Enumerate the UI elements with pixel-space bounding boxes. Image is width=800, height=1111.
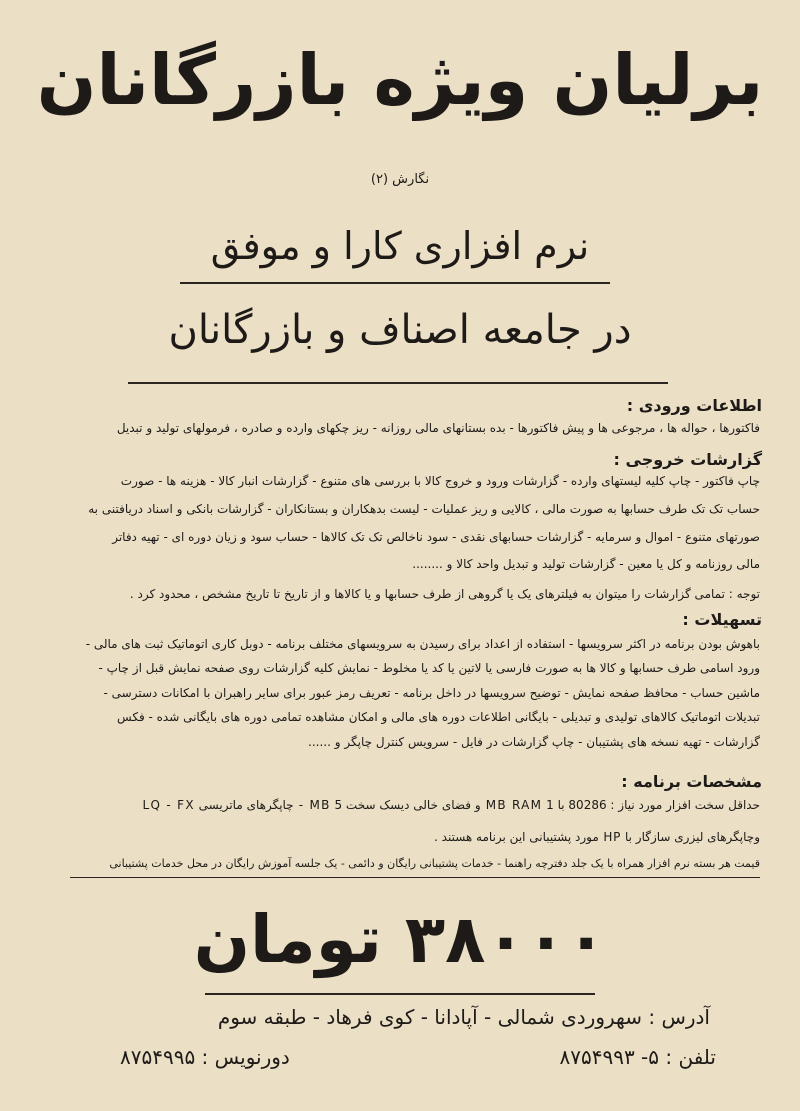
headline: برلیان ویژه بازرگانان [36, 39, 764, 121]
address: آدرس : سهروردی شمالی - آپادانا - کوی فرهاد - طبقه سوم [217, 1005, 710, 1029]
price-note: قیمت هر بسته نرم افزار همراه با یک جلد دفترچه راهنما - خدمات پشتیبانی رایگان و دائمی - یک جلسه آموزش رایگان در محل خدمات پشتیبانی [109, 857, 760, 870]
facilities-heading: تسهیلات : [682, 610, 762, 629]
facilities-text-line: گزارشات - تهیه نسخه های پشتیبان - چاپ گزارشات در فایل - سرویس کنترل چاپگر و ...... [308, 735, 760, 749]
output-note: توجه : تمامی گزارشات را میتوان به فیلترهای یک یا گروهی از طرف حسابها و یا کالاها و از تاریخ تا تاریخ مشخص ، محدود کرد . [129, 587, 760, 601]
price: ۳۸۰۰۰ تومان [193, 901, 607, 978]
price-underline [205, 993, 595, 995]
output-text-line: حساب تک تک طرف حسابها به صورت مالی ، کالایی و ریز عملیات - لیست بدهکاران و بستانکاران - گزارشات بانکی و اسناد دریافتنی به [88, 502, 760, 516]
output-text-line: صورتهای متنوع - اموال و سرمایه - گزارشات حسابهای نقدی - سود ناخالص تک تک کالاها - حساب سود و زیان دوره ای - تهیه دفاتر [112, 530, 760, 544]
facilities-text-line: باهوش بودن برنامه در اکثر سرویسها - استفاده از اعداد برای رسیدن به سرویسهای مختلف برنامه - دوبل کاری اتوماتیک ثبت های مالی - [85, 637, 760, 651]
title-line-2: در جامعه اصناف و بازرگانان [168, 307, 632, 353]
facilities-text-line: ماشین حساب - محافظ صفحه نمایش - توضیح سرویسها در داخل برنامه - تعریف رمز عبور برای سایر راهبران با امکانات دسترسی - [103, 686, 760, 700]
specs-heading: مشخصات برنامه : [621, 772, 762, 791]
title-underline-2 [128, 382, 668, 384]
facilities-text-line: ورود اسامی طرف حسابها و کالا ها به صورت فارسی یا لاتین یا کد یا مخلوط - نمایش کلیه گزارشات روی صفحه نمایش قبل از چاپ - [98, 661, 760, 675]
title-line-1: نرم افزاری کارا و موفق [210, 224, 590, 268]
output-text-line: چاپ فاکتور - چاپ کلیه لیستهای وارده - گزارشات ورود و خروج کالا با بررسی های متنوع - گزارشات انبار کالا - هزینه ها - صورت [120, 474, 760, 488]
title-underline-1 [180, 282, 610, 284]
input-heading: اطلاعات ورودی : [626, 396, 762, 415]
phone-number: تلفن : ۵- ۸۷۵۴۹۹۳ [559, 1045, 716, 1069]
output-text-line: مالی روزنامه و کل یا معین - گزارشات تولید و تبدیل واحد کالا و ........ [412, 557, 760, 571]
facilities-text-line: تبدیلات اتوماتیک کالاهای تولیدی و تبدیلی - بایگانی اطلاعات دوره های مالی و امکان مشاهده تمامی دوره های بایگانی شده - فکس [117, 710, 760, 724]
price-note-underline [70, 877, 760, 878]
fax-number: دورنویس : ۸۷۵۴۹۹۵ [120, 1045, 290, 1069]
output-heading: گزارشات خروجی : [613, 450, 762, 469]
specs-text-line: حداقل سخت افزار مورد نیاز : 80286 با 1 MB RAM و فضای خالی دیسک سخت 5 MB - چاپگرهای ماتریسی LQ - FX [142, 798, 760, 812]
specs-text-line: وچاپگرهای لیزری سازگار با HP مورد پشتیبانی این برنامه هستند . [434, 830, 760, 844]
input-text: فاکتورها ، حواله ها ، مرجوعی ها و پیش فاکتورها - بده بستانهای مالی روزانه - ریز چکهای وارده و صادره ، فرمولهای تولید و تبدیل [116, 421, 760, 435]
version-label: نگارش (۲) [370, 172, 430, 187]
